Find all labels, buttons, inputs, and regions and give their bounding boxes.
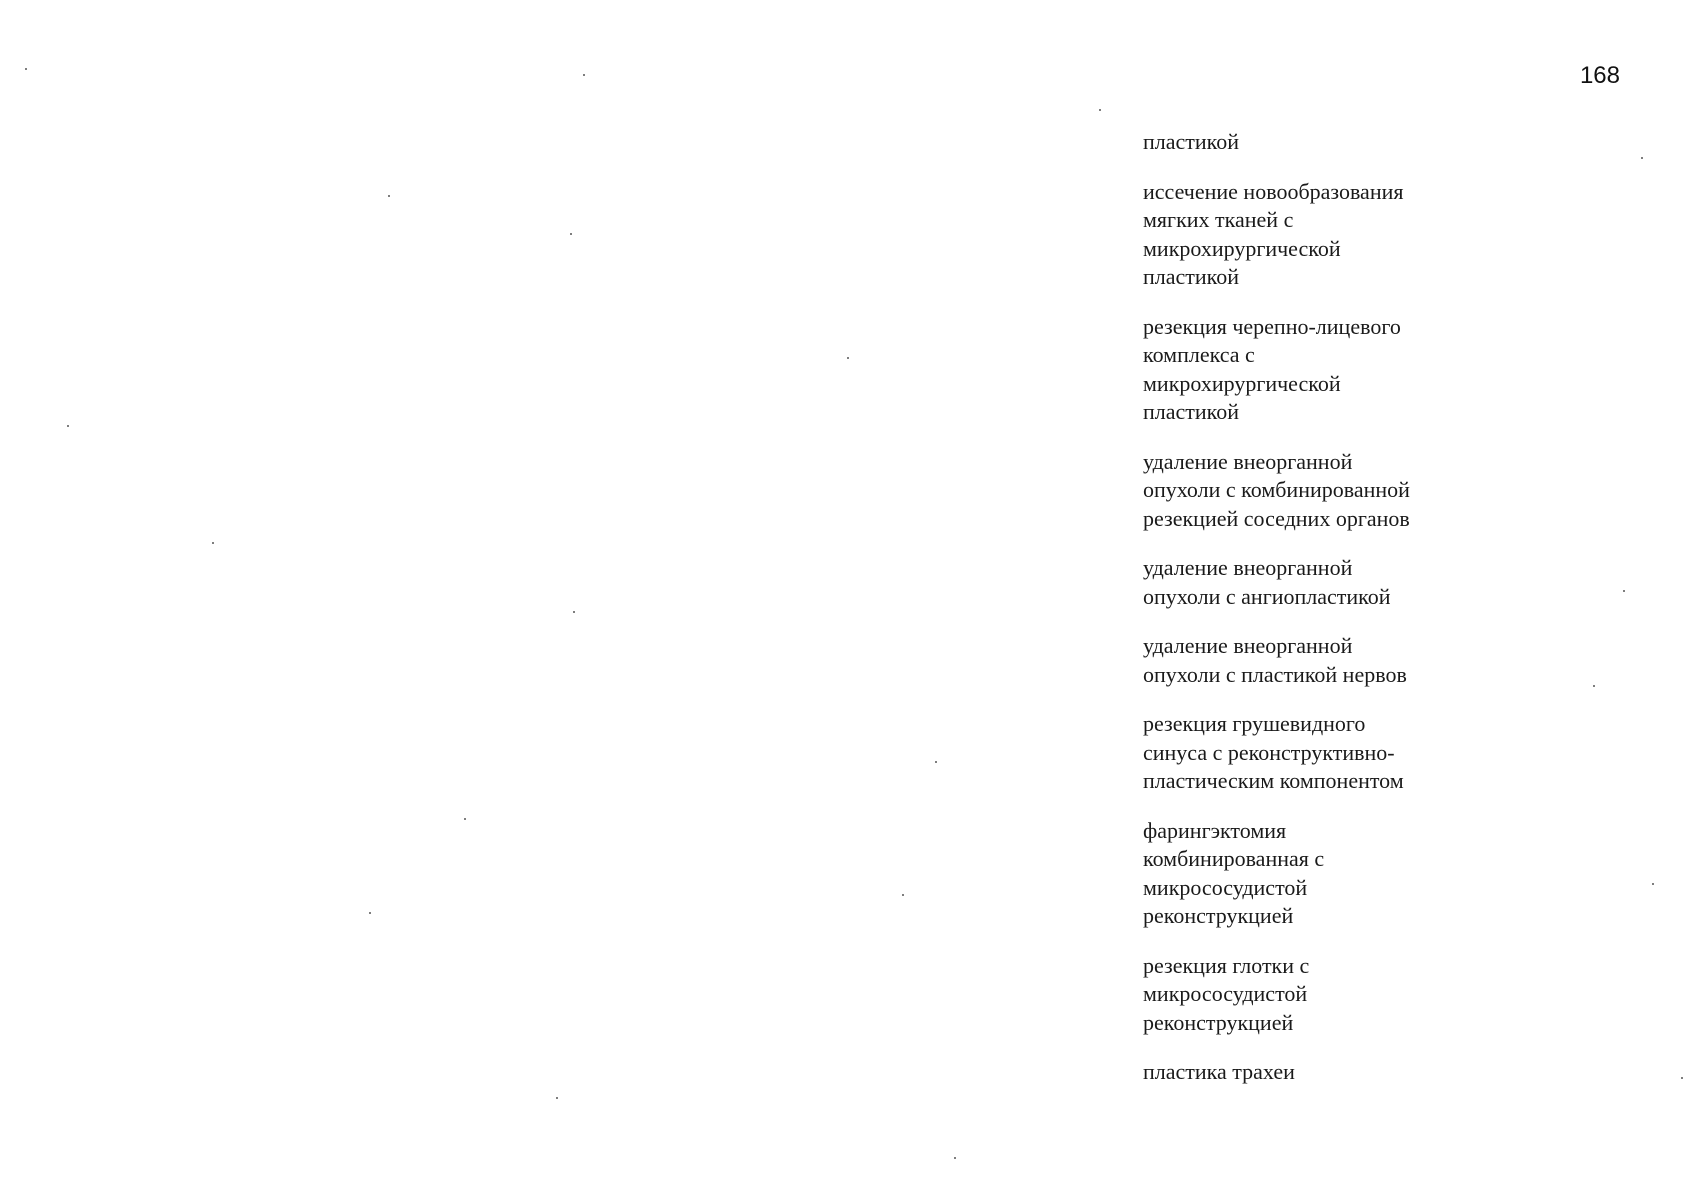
procedure-entry bbox=[1143, 952, 1473, 1038]
entry-line: реконструкцией bbox=[1143, 903, 1294, 928]
entry-line: микрососудистой bbox=[1143, 981, 1308, 1006]
entry-line: реконструкцией bbox=[1143, 1009, 1294, 1035]
entry-line: пластикой bbox=[1143, 129, 1240, 154]
entry-line: опухоли с комбинированной bbox=[1143, 477, 1410, 502]
entry-line: удаление внеорганной bbox=[1143, 633, 1353, 658]
entry-line: микрохирургической bbox=[1143, 370, 1341, 396]
entry-line: резекция черепно-лицевого bbox=[1143, 313, 1401, 339]
procedure-entry bbox=[1143, 313, 1473, 427]
procedure-entry bbox=[1143, 632, 1473, 689]
entry-line: удаление внеорганной bbox=[1143, 555, 1353, 580]
entry-line: опухоли с ангиопластикой bbox=[1143, 583, 1391, 609]
procedure-entry bbox=[1143, 128, 1473, 157]
entry-line: резекция глотки с bbox=[1143, 952, 1310, 978]
entry-line: синуса с реконструктивно- bbox=[1143, 739, 1395, 765]
entry-line: иссечение новообразования bbox=[1143, 178, 1404, 204]
entry-line: комбинированная с bbox=[1143, 846, 1325, 871]
entry-line: пластикой bbox=[1143, 399, 1240, 424]
entry-line: пластическим компонентом bbox=[1143, 768, 1404, 793]
entry-line: микрососудистой bbox=[1143, 874, 1308, 900]
entry-line: мягких тканей с bbox=[1143, 207, 1294, 232]
entry-line: пластикой bbox=[1143, 264, 1240, 289]
entry-line: фарингэктомия bbox=[1143, 817, 1287, 843]
procedure-entry bbox=[1143, 817, 1473, 931]
entry-line: удаление внеорганной bbox=[1143, 448, 1353, 474]
entry-line: резекцией соседних органов bbox=[1143, 505, 1410, 531]
entry-line: опухоли с пластикой нервов bbox=[1143, 661, 1407, 687]
procedure-entry bbox=[1143, 448, 1473, 534]
page-number: 168 bbox=[1579, 62, 1620, 89]
entry-line: комплекса с bbox=[1143, 342, 1255, 367]
entry-line: пластика трахеи bbox=[1143, 1059, 1295, 1084]
procedure-list bbox=[1143, 128, 1473, 1108]
procedure-entry bbox=[1143, 1058, 1473, 1087]
procedure-entry bbox=[1143, 554, 1473, 611]
procedure-entry bbox=[1143, 710, 1473, 796]
entry-line: микрохирургической bbox=[1143, 235, 1341, 261]
entry-line: резекция грушевидного bbox=[1143, 711, 1366, 736]
procedure-entry bbox=[1143, 178, 1473, 292]
